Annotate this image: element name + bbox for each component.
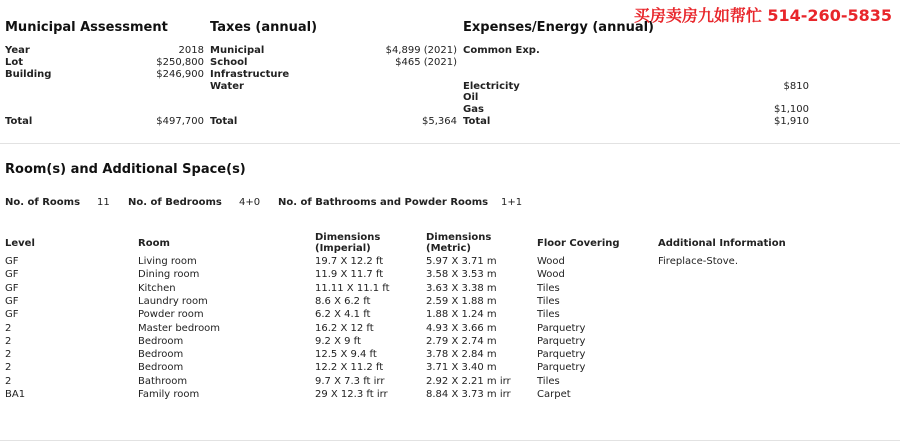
- row-level: 2: [5, 322, 12, 334]
- row-dim-imperial: 19.7 X 12.2 ft: [315, 256, 384, 267]
- taxes-water-label: Water: [210, 81, 244, 92]
- rooms-title: Room(s) and Additional Space(s): [5, 162, 246, 177]
- row-floor: Tiles: [537, 309, 560, 321]
- num-bedrooms-label: No. of Bedrooms: [128, 197, 222, 208]
- row-room: Master bedroom: [138, 322, 221, 334]
- expenses-electricity-label: Electricity: [463, 81, 520, 92]
- num-bedrooms-value: 4+0: [239, 197, 261, 208]
- row-dim-metric: 3.78 X 2.84 m: [426, 349, 497, 361]
- expenses-oil-label: Oil: [463, 92, 479, 103]
- row-floor: Tiles: [537, 375, 560, 387]
- row-dim-metric: 2.79 X 2.74 m: [426, 335, 497, 347]
- row-floor: Tiles: [537, 295, 560, 307]
- col-header-dim-metric-line2: (Metric): [426, 243, 471, 254]
- expenses-common-label: Common Exp.: [463, 45, 540, 56]
- row-dim-metric: 2.59 X 1.88 m: [426, 295, 497, 307]
- taxes-total-label: Total: [210, 116, 238, 127]
- row-level: 2: [5, 362, 12, 374]
- row-dim-imperial: 12.5 X 9.4 ft: [315, 349, 377, 361]
- assessment-total-value: $497,700: [156, 116, 204, 127]
- taxes-school-label: School: [210, 57, 248, 68]
- row-dim-imperial: 6.2 X 4.1 ft: [315, 309, 371, 321]
- row-dim-imperial: 16.2 X 12 ft: [315, 322, 374, 334]
- col-header-dim-metric: [426, 232, 491, 254]
- row-dim-imperial: 12.2 X 11.2 ft: [315, 362, 384, 374]
- row-floor: Tiles: [537, 282, 560, 294]
- row-level: 2: [5, 375, 12, 387]
- row-level: 2: [5, 335, 12, 347]
- row-dim-metric: 8.84 X 3.73 m irr: [426, 389, 511, 400]
- expenses-electricity-value: $810: [783, 81, 809, 92]
- row-room: Bathroom: [138, 375, 188, 387]
- assessment-year-value: 2018: [178, 45, 204, 56]
- col-header-room: Room: [138, 238, 170, 249]
- row-info: Fireplace-Stove.: [658, 256, 738, 267]
- row-dim-metric: 2.92 X 2.21 m irr: [426, 375, 511, 387]
- row-room: Laundry room: [138, 295, 208, 307]
- row-level: GF: [5, 269, 19, 281]
- taxes-infrastructure-label: Infrastructure: [210, 69, 290, 80]
- bottom-divider: [0, 440, 900, 441]
- row-room: Bedroom: [138, 335, 184, 347]
- col-header-floor: Floor Covering: [537, 238, 620, 249]
- taxes-title: Taxes (annual): [210, 20, 318, 35]
- row-floor: Carpet: [537, 389, 571, 400]
- row-dim-imperial: 9.2 X 9 ft: [315, 335, 361, 347]
- row-level: GF: [5, 282, 19, 294]
- expenses-title: Expenses/Energy (annual): [463, 20, 655, 35]
- row-dim-metric: 4.93 X 3.66 m: [426, 322, 497, 334]
- row-dim-imperial: 11.9 X 11.7 ft: [315, 269, 384, 281]
- assessment-total-label: Total: [5, 116, 33, 127]
- row-room: Bedroom: [138, 362, 184, 374]
- expenses-gas-label: Gas: [463, 104, 484, 115]
- col-header-dim-imperial-line2: (Imperial): [315, 243, 371, 254]
- assessment-lot-label: Lot: [5, 57, 24, 68]
- row-dim-metric: 5.97 X 3.71 m: [426, 256, 497, 267]
- row-room: Bedroom: [138, 349, 184, 361]
- col-header-info: Additional Information: [658, 238, 786, 249]
- row-dim-imperial: 29 X 12.3 ft irr: [315, 389, 388, 400]
- assessment-building-label: Building: [5, 69, 52, 80]
- expenses-total-label: Total: [463, 116, 491, 127]
- row-dim-metric: 3.58 X 3.53 m: [426, 269, 497, 281]
- row-floor: Parquetry: [537, 349, 586, 361]
- row-floor: Parquetry: [537, 335, 586, 347]
- num-rooms-value: 11: [97, 197, 110, 208]
- section-divider: [0, 143, 900, 144]
- num-baths-label: No. of Bathrooms and Powder Rooms: [278, 197, 489, 208]
- num-baths-value: 1+1: [501, 197, 523, 208]
- row-floor: Parquetry: [537, 322, 586, 334]
- row-dim-metric: 3.63 X 3.38 m: [426, 282, 497, 294]
- row-room: Family room: [138, 389, 200, 400]
- expenses-total-value: $1,910: [774, 116, 809, 127]
- taxes-municipal-value: $4,899 (2021): [385, 45, 457, 56]
- assessment-lot-value: $250,800: [156, 57, 204, 68]
- row-level: BA1: [5, 389, 26, 400]
- row-floor: Wood: [537, 269, 565, 281]
- col-header-dim-metric-line1: Dimensions: [426, 232, 492, 243]
- row-dim-imperial: 11.11 X 11.1 ft: [315, 282, 390, 294]
- taxes-municipal-label: Municipal: [210, 45, 265, 56]
- row-dim-metric: 3.71 X 3.40 m: [426, 362, 497, 374]
- row-room: Kitchen: [138, 282, 176, 294]
- row-room: Powder room: [138, 309, 204, 321]
- contact-banner: 买房卖房九如帮忙 514-260-5835: [633, 6, 892, 25]
- row-dim-imperial: 9.7 X 7.3 ft irr: [315, 375, 385, 387]
- taxes-school-value: $465 (2021): [395, 57, 457, 68]
- row-dim-metric: 1.88 X 1.24 m: [426, 309, 497, 321]
- row-floor: Parquetry: [537, 362, 586, 374]
- row-level: 2: [5, 349, 12, 361]
- row-level: GF: [5, 309, 19, 321]
- row-level: GF: [5, 256, 19, 267]
- col-header-dim-imperial: [315, 232, 380, 254]
- row-floor: Wood: [537, 256, 565, 267]
- assessment-title: Municipal Assessment: [5, 20, 168, 35]
- assessment-year-label: Year: [5, 45, 30, 56]
- expenses-gas-value: $1,100: [774, 104, 809, 115]
- num-rooms-label: No. of Rooms: [5, 197, 81, 208]
- taxes-total-value: $5,364: [422, 116, 457, 127]
- row-level: GF: [5, 295, 19, 307]
- row-room: Living room: [138, 256, 197, 267]
- assessment-building-value: $246,900: [156, 69, 204, 80]
- row-dim-imperial: 8.6 X 6.2 ft: [315, 295, 371, 307]
- col-header-level: Level: [5, 238, 35, 249]
- col-header-dim-imperial-line1: Dimensions: [315, 232, 381, 243]
- row-room: Dining room: [138, 269, 200, 281]
